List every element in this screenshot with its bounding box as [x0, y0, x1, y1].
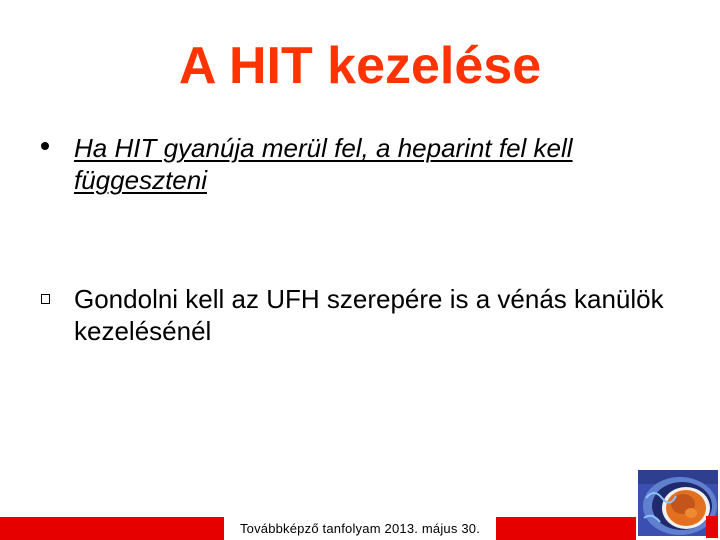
- medical-cross-section-image: [636, 468, 720, 540]
- slide-title: A HIT kezelése: [178, 37, 542, 95]
- bullet-box: [41, 294, 50, 304]
- bullet-text-1: Ha HIT gyanúja merül fel, a heparint fel kell függeszteni: [74, 133, 573, 195]
- footer-text: Továbbképző tanfolyam 2013. május 30.: [224, 517, 496, 540]
- filled-circle-bullet-icon: [40, 132, 60, 162]
- hollow-square-bullet-icon: [40, 283, 60, 313]
- bullet-dot: [41, 142, 49, 150]
- bullet-text-2: Gondolni kell az UFH szerepére is a vénás kanülök kezelésénél: [74, 284, 664, 346]
